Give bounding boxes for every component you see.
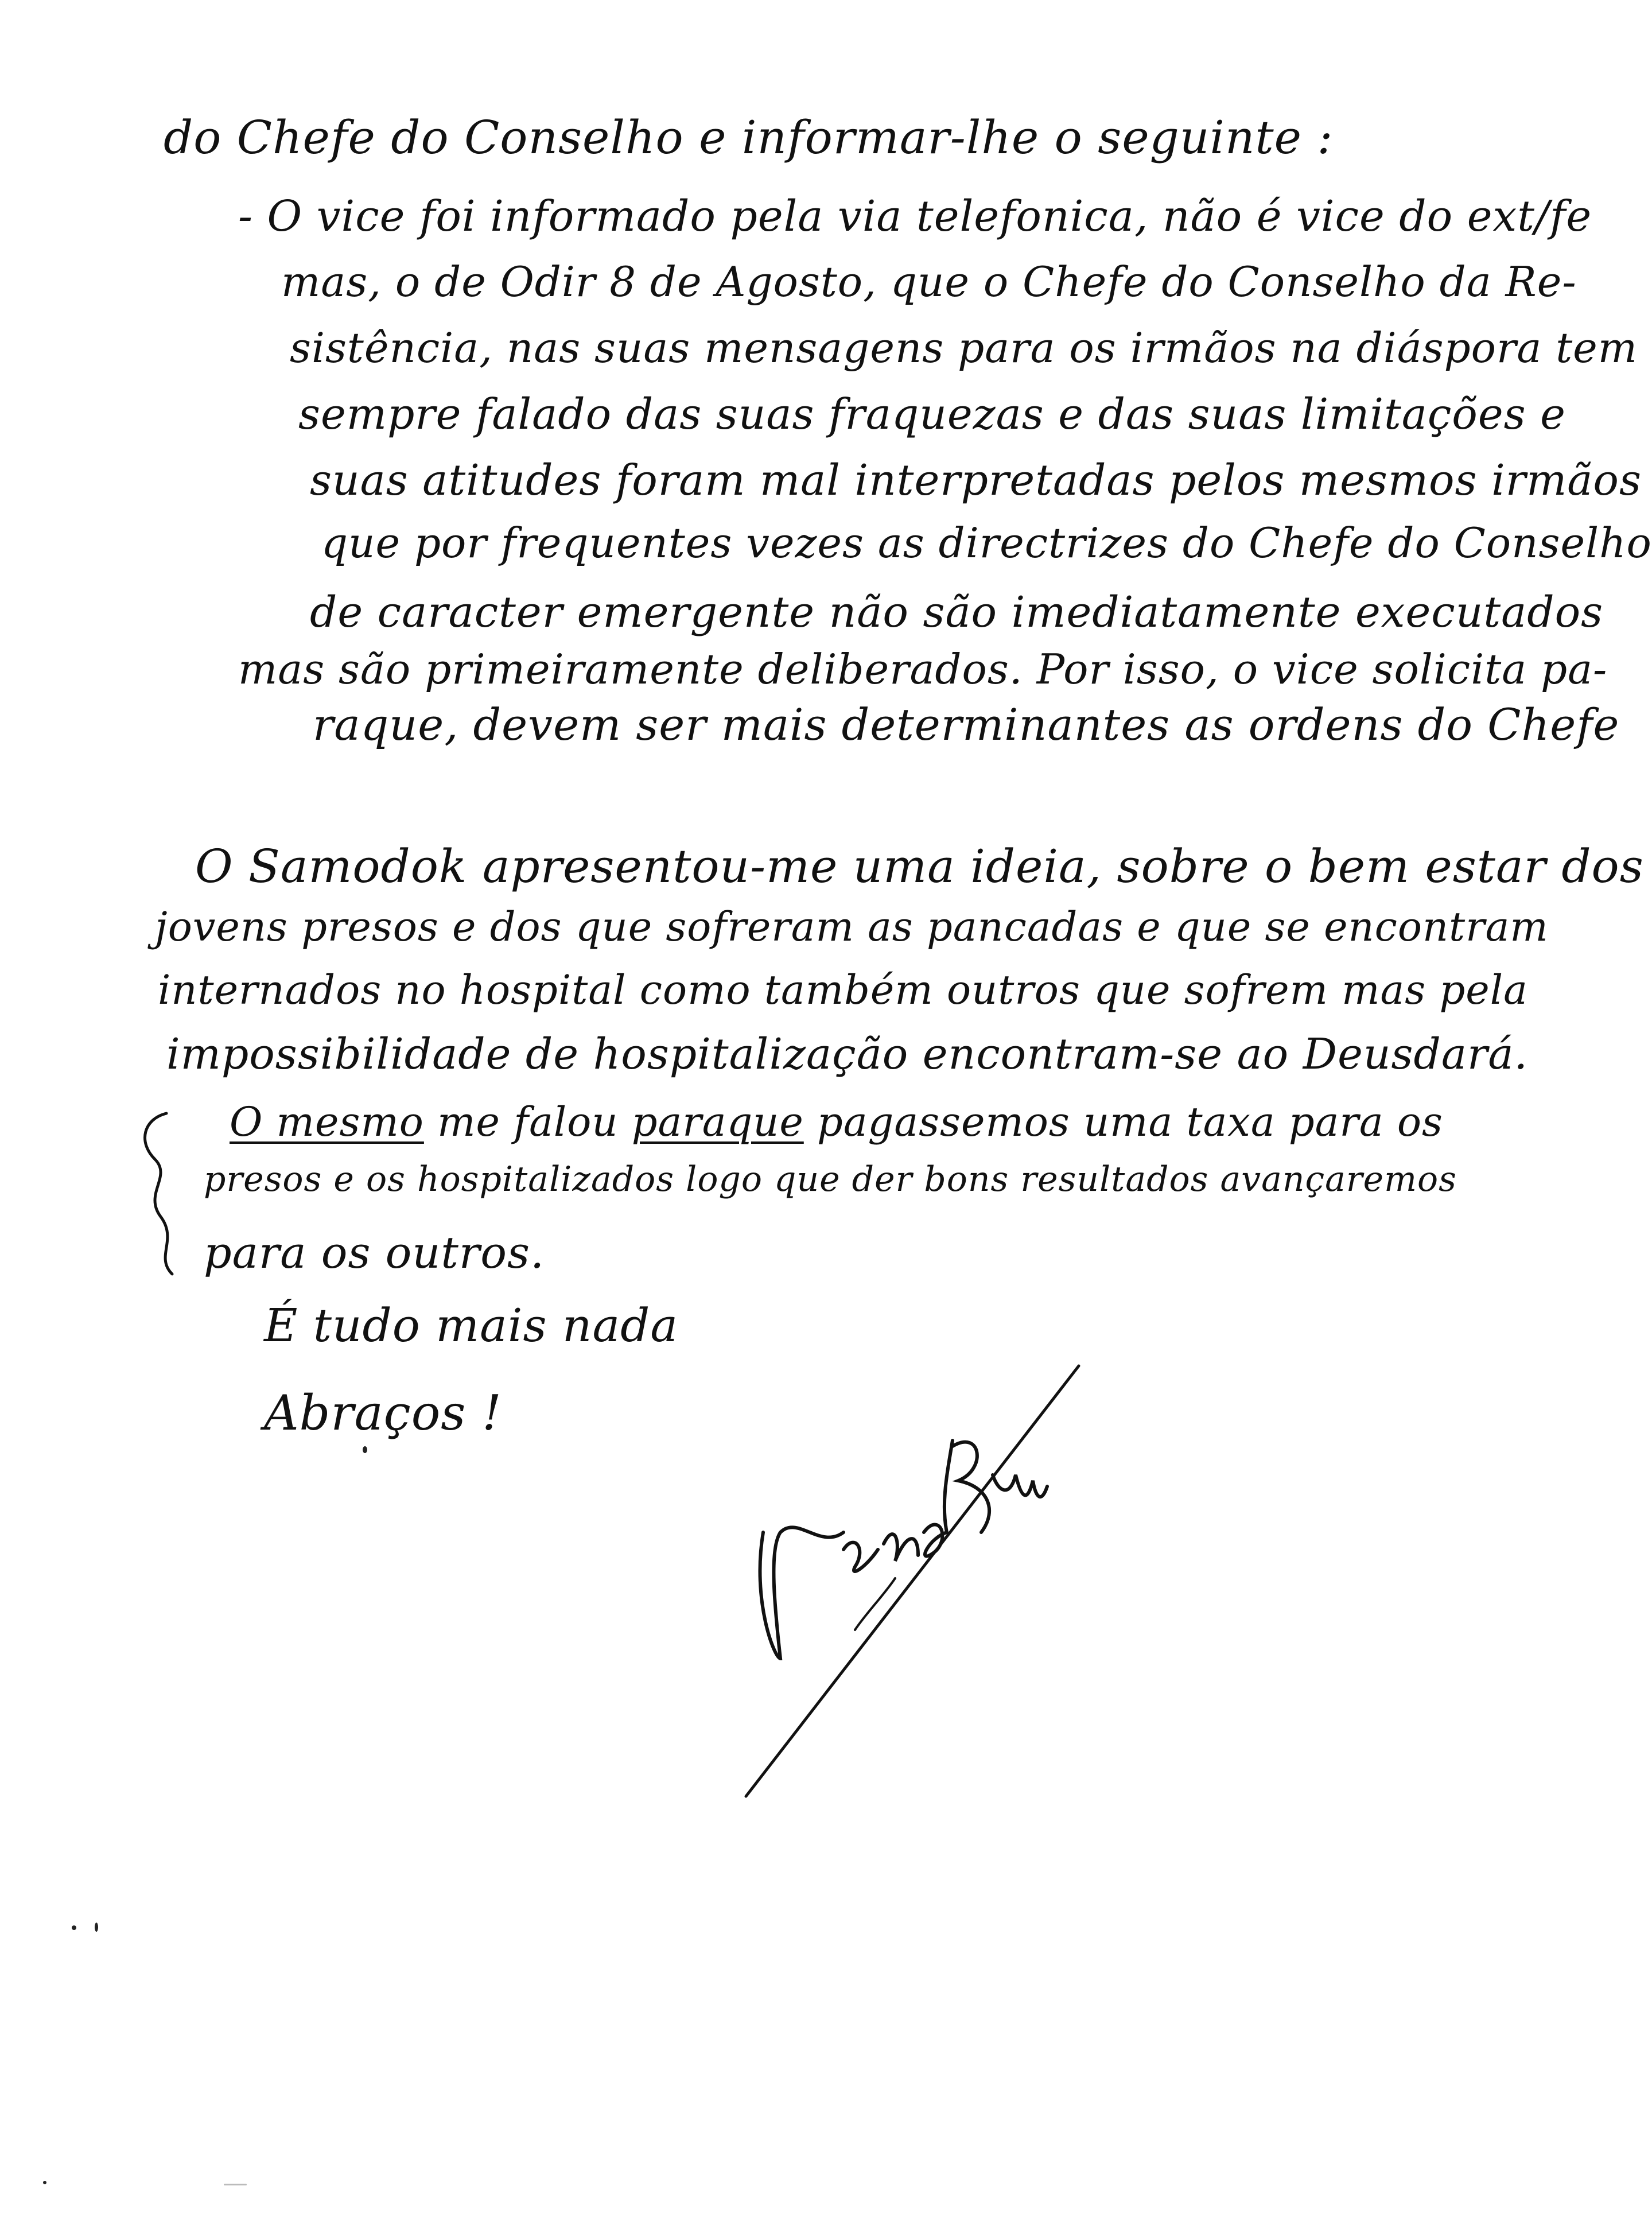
- letter-line: jovens presos e dos que sofreram as pancadas e que se encontram: [155, 903, 1549, 950]
- letter-line: que por frequentes vezes as directrizes do Chefe do Conselho: [321, 519, 1652, 567]
- letter-line: - O vice foi informado pela via telefonica, não é vice do ext/fe: [238, 192, 1592, 241]
- scan-speck: [43, 2181, 46, 2184]
- letter-line-underlined: [230, 1098, 1443, 1146]
- letter-line: sempre falado das suas fraquezas e das suas limitações e: [298, 390, 1566, 439]
- line-segment: pagassemos uma taxa para os: [803, 1098, 1443, 1146]
- letter-line: O Samodok apresentou-me uma ideia, sobre o bem estar dos: [195, 840, 1644, 893]
- letter-line: raque, devem ser mais determinantes as ordens do Chefe: [313, 699, 1620, 750]
- letter-line: de caracter emergente não são imediatamente executados: [310, 588, 1604, 637]
- letter-line: sistência, nas suas mensagens para os irmãos na diáspora tem: [290, 324, 1638, 372]
- letter-line: impossibilidade de hospitalização encontram-se ao Deusdará.: [166, 1030, 1529, 1079]
- closing-line: Abraços !: [264, 1385, 502, 1441]
- line-segment: me falou: [423, 1098, 632, 1146]
- closing-line: É tudo mais nada: [264, 1299, 679, 1352]
- signature-image: [712, 1360, 1113, 1808]
- underlined-phrase: paraque: [631, 1098, 804, 1146]
- scan-speck: [363, 1446, 367, 1453]
- letter-line: para os outros.: [204, 1227, 545, 1278]
- underlined-phrase: O mesmo: [230, 1098, 424, 1146]
- letter-line: do Chefe do Conselho e informar-lhe o seguinte :: [164, 111, 1334, 164]
- letter-line: mas são primeiramente deliberados. Por isso, o vice solicita pa-: [238, 645, 1608, 693]
- letter-line: internados no hospital como também outros que sofrem mas pela: [158, 966, 1528, 1014]
- scan-speck: [95, 1923, 98, 1932]
- letter-line: mas, o de Odir 8 de Agosto, que o Chefe do Conselho da Re-: [281, 258, 1577, 306]
- letter-line: presos e os hospitalizados logo que der bons resultados avançaremos: [204, 1159, 1457, 1199]
- scan-speck: [224, 2184, 247, 2185]
- scan-speck: [72, 1925, 76, 1930]
- margin-bracket-mark: [132, 1108, 201, 1280]
- letter-line: suas atitudes foram mal interpretadas pelos mesmos irmãos: [310, 456, 1642, 505]
